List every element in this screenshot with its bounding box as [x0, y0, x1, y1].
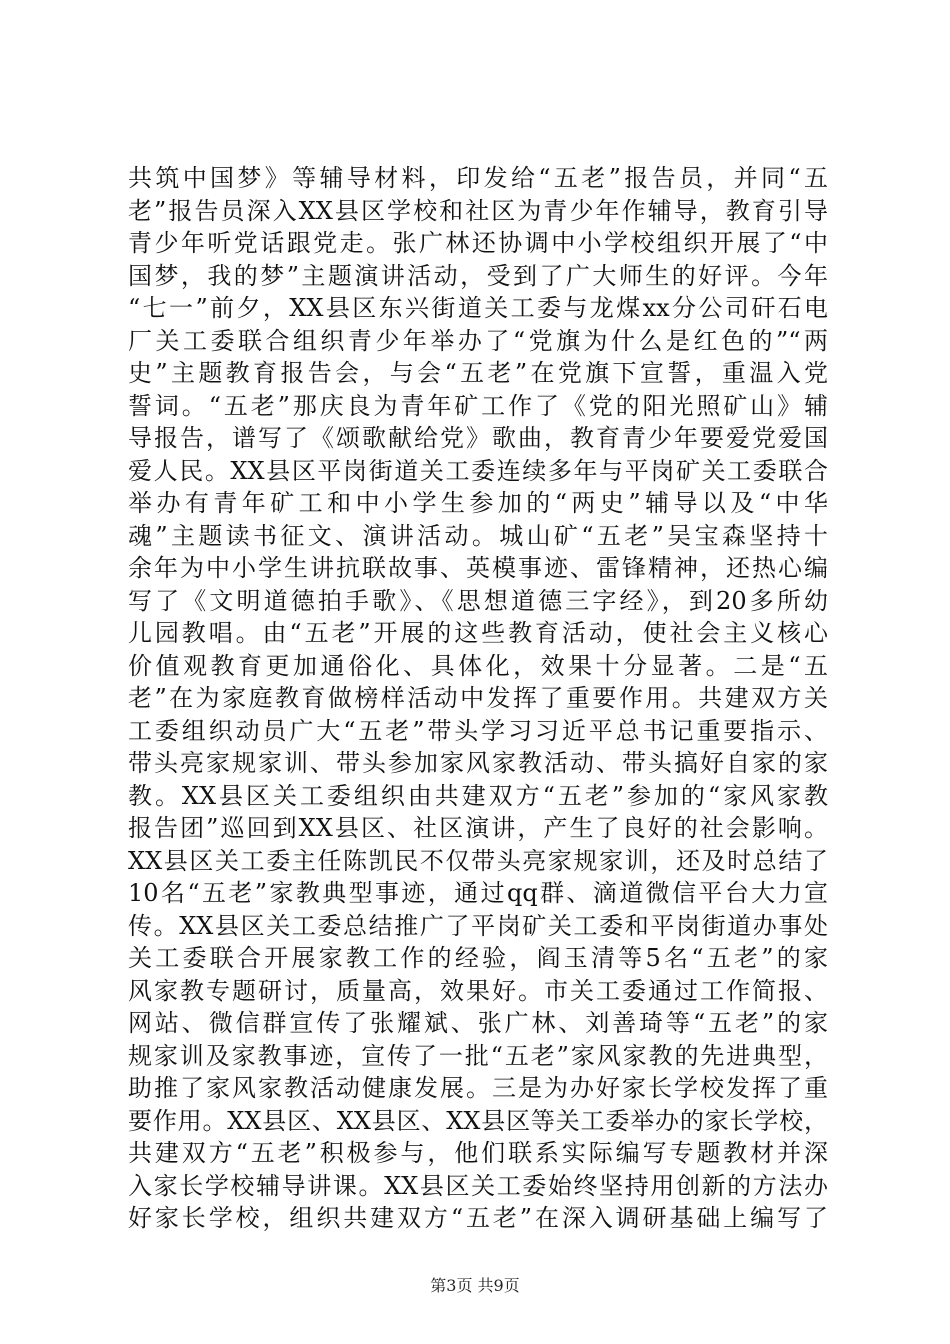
text-line: 入家长学校辅导讲课。XX县区关工委始终坚持用创新的方法办	[128, 1171, 828, 1200]
text-line: 风家教专题研讨，质量高，效果好。市关工委通过工作简报、	[128, 976, 828, 1005]
text-line: 价值观教育更加通俗化、具体化，效果十分显著。二是“五	[128, 651, 828, 680]
text-line: 爱人民。XX县区平岗街道关工委连续多年与平岗矿关工委联合	[128, 456, 828, 485]
text-line: 写了《文明道德拍手歌》、《思想道德三字经》，到20多所幼	[128, 586, 828, 615]
page-number-footer: 第3页 共9页	[430, 1276, 520, 1295]
text-line: 网站、微信群宣传了张耀斌、张广林、刘善琦等“五老”的家	[128, 1009, 828, 1037]
text-line: 余年为中小学生讲抗联故事、英模事迹、雷锋精神，还热心编	[128, 554, 828, 582]
text-line: 10名“五老”家教典型事迹，通过qq群、滴道微信平台大力宣	[128, 879, 828, 907]
text-line: XX县区关工委主任陈凯民不仅带头亮家规家训，还及时总结了	[128, 846, 828, 875]
text-line: 誓词。“五老”那庆良为青年矿工作了《党的阳光照矿山》辅	[128, 391, 828, 420]
text-line: 魂”主题读书征文、演讲活动。城山矿“五老”吴宝森坚持十	[128, 521, 828, 550]
text-line: 规家训及家教事迹，宣传了一批“五老”家风家教的先进典型，	[128, 1041, 828, 1070]
text-line: 共筑中国梦》等辅导材料，印发给“五老”报告员，并同“五	[128, 164, 828, 192]
text-line: “七一”前夕，XX县区东兴街道关工委与龙煤xx分公司矸石电	[128, 294, 828, 322]
text-line: 工委组织动员广大“五老”带头学习习近平总书记重要指示、	[128, 716, 828, 745]
text-line: 带头亮家规家训、带头参加家风家教活动、带头搞好自家的家	[128, 749, 828, 777]
text-line: 好家长学校，组织共建双方“五老”在深入调研基础上编写了	[128, 1204, 828, 1232]
body-text	[128, 162, 828, 1235]
text-line: 共建双方“五老”积极参与，他们联系实际编写专题教材并深	[128, 1139, 828, 1167]
text-line: 教。XX县区关工委组织由共建双方“五老”参加的“家风家教	[128, 781, 828, 810]
text-line: 导报告，谱写了《颂歌献给党》歌曲，教育青少年要爱党爱国	[128, 424, 828, 452]
text-line: 青少年听党话跟党走。张广林还协调中小学校组织开展了“中	[128, 229, 828, 257]
text-line: 国梦，我的梦”主题演讲活动，受到了广大师生的好评。今年	[128, 261, 828, 290]
text-line: 厂关工委联合组织青少年举办了“党旗为什么是红色的”“两	[128, 326, 828, 355]
text-line: 关工委联合开展家教工作的经验，阎玉清等5名“五老”的家	[128, 944, 828, 972]
text-line: 儿园教唱。由“五老”开展的这些教育活动，使社会主义核心	[128, 619, 828, 647]
text-line: 助推了家风家教活动健康发展。三是为办好家长学校发挥了重	[128, 1074, 828, 1102]
text-line: 举办有青年矿工和中小学生参加的“两史”辅导以及“中华	[128, 489, 828, 517]
text-line: 史”主题教育报告会，与会“五老”在党旗下宣誓，重温入党	[128, 359, 828, 387]
text-line: 报告团”巡回到XX县区、社区演讲，产生了良好的社会影响。	[128, 814, 828, 842]
text-line: 老”在为家庭教育做榜样活动中发挥了重要作用。共建双方关	[128, 684, 828, 712]
text-line: 传。XX县区关工委总结推广了平岗矿关工委和平岗街道办事处	[128, 911, 828, 940]
text-line: 要作用。XX县区、XX县区、XX县区等关工委举办的家长学校，	[128, 1106, 828, 1135]
text-line: 老”报告员深入XX县区学校和社区为青少年作辅导，教育引导	[128, 196, 828, 225]
